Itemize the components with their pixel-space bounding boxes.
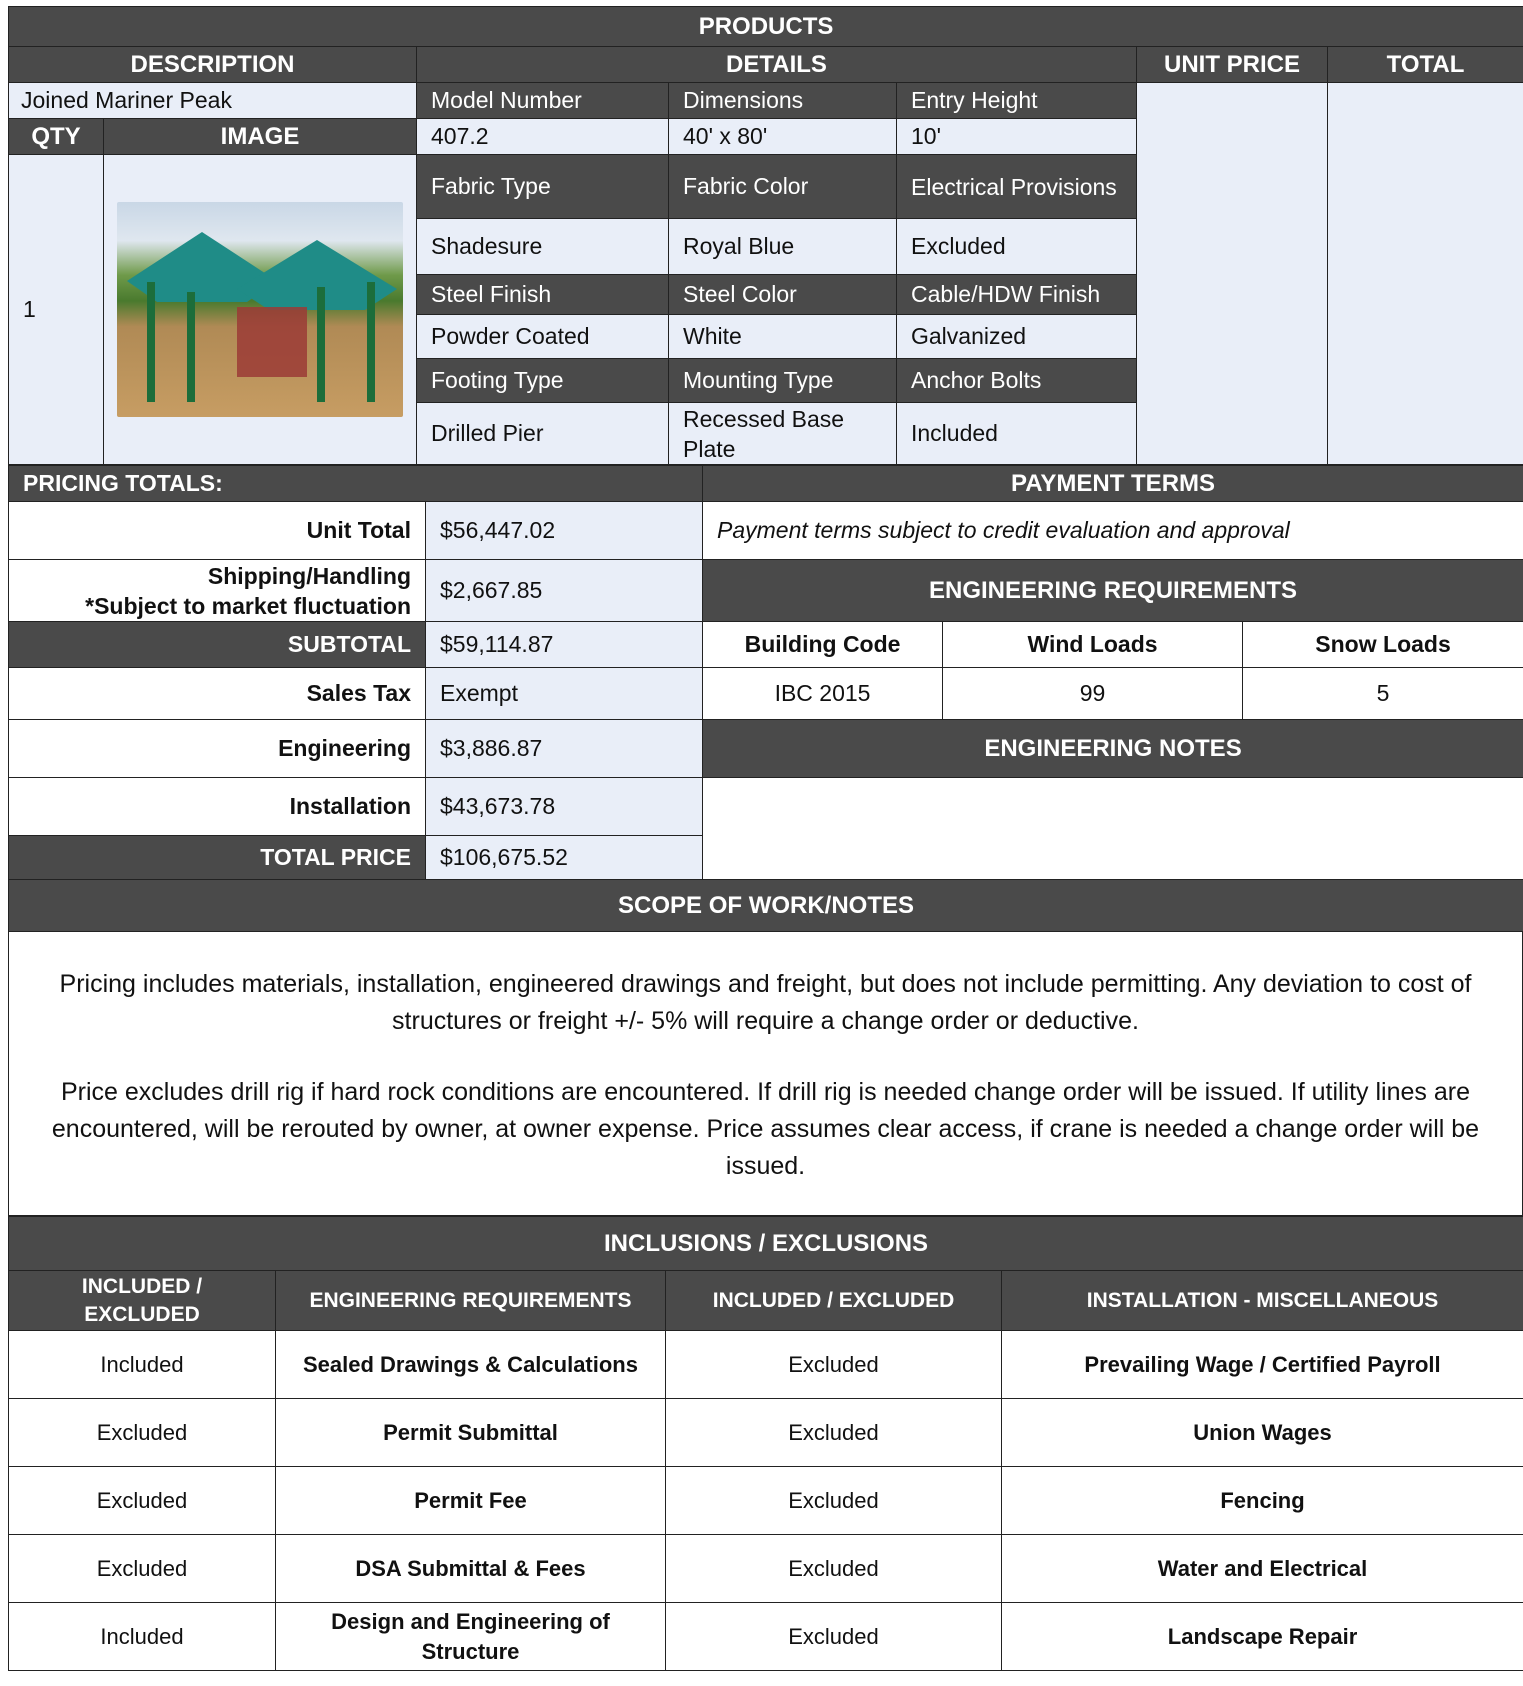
inclusion-status: Excluded xyxy=(9,1467,276,1535)
unit-price-header: UNIT PRICE xyxy=(1137,47,1328,83)
total-header: TOTAL xyxy=(1328,47,1523,83)
installation-item: Union Wages xyxy=(1002,1399,1523,1467)
sales-tax-value: Exempt xyxy=(426,668,703,720)
pricing-totals-header: PRICING TOTALS: xyxy=(9,466,703,502)
wind-loads-value: 99 xyxy=(943,668,1243,720)
unit-price-cell xyxy=(1137,83,1328,465)
details-header: DETAILS xyxy=(417,47,1137,83)
engineering-notes-header: ENGINEERING NOTES xyxy=(703,720,1523,778)
installation-value: $43,673.78 xyxy=(426,778,703,836)
total-price-value: $106,675.52 xyxy=(426,836,703,880)
product-name: Joined Mariner Peak xyxy=(9,83,417,119)
qty-header: QTY xyxy=(9,119,104,155)
inclusion-status: Excluded xyxy=(666,1535,1002,1603)
table-row xyxy=(9,1535,1523,1603)
inclusion-status: Excluded xyxy=(666,1603,1002,1671)
detail-value: Powder Coated xyxy=(417,315,669,359)
product-photo xyxy=(117,202,403,417)
inclusion-status: Excluded xyxy=(9,1535,276,1603)
engineering-item: DSA Submittal & Fees xyxy=(276,1535,666,1603)
engineering-requirements-col-header: ENGINEERING REQUIREMENTS xyxy=(276,1271,666,1331)
detail-label: Model Number xyxy=(417,83,669,119)
products-table xyxy=(8,6,1523,465)
installation-label: Installation xyxy=(9,778,426,836)
shipping-label-text: Shipping/Handling xyxy=(23,561,411,591)
detail-label: Footing Type xyxy=(417,359,669,403)
detail-label: Steel Color xyxy=(669,275,897,315)
detail-label: Electrical Provisions xyxy=(897,155,1137,219)
scope-notes xyxy=(8,932,1523,1216)
table-row xyxy=(9,1467,1523,1535)
snow-loads-label: Snow Loads xyxy=(1243,622,1523,668)
description-header: DESCRIPTION xyxy=(9,47,417,83)
detail-value: 407.2 xyxy=(417,119,669,155)
inclusions-table xyxy=(8,1216,1523,1671)
detail-label: Steel Finish xyxy=(417,275,669,315)
quote-document xyxy=(8,6,1523,1671)
building-code-value: IBC 2015 xyxy=(703,668,943,720)
detail-value: Royal Blue xyxy=(669,219,897,275)
inclusion-status: Excluded xyxy=(666,1467,1002,1535)
engineering-item: Design and Engineering of Structure xyxy=(276,1603,666,1671)
installation-item: Fencing xyxy=(1002,1467,1523,1535)
building-code-label: Building Code xyxy=(703,622,943,668)
engineering-notes-text xyxy=(703,778,1523,880)
scope-paragraph: Pricing includes materials, installation, engineered drawings and freight, but does not include permitting. Any deviation to cost of structures or freight +/- 5% will require a change order or deductive. xyxy=(27,966,1504,1040)
table-row xyxy=(9,1331,1523,1399)
scope-header: SCOPE OF WORK/NOTES xyxy=(9,880,1523,932)
inclusion-status: Excluded xyxy=(666,1399,1002,1467)
detail-value: Drilled Pier xyxy=(417,403,669,465)
inclusions-header: INCLUSIONS / EXCLUSIONS xyxy=(9,1217,1523,1271)
detail-value: Galvanized xyxy=(897,315,1137,359)
detail-value: 10' xyxy=(897,119,1137,155)
detail-label: Dimensions xyxy=(669,83,897,119)
detail-value: Included xyxy=(897,403,1137,465)
detail-value: White xyxy=(669,315,897,359)
engineering-value: $3,886.87 xyxy=(426,720,703,778)
installation-item: Water and Electrical xyxy=(1002,1535,1523,1603)
included-excluded-header: INCLUDED / EXCLUDED xyxy=(666,1271,1002,1331)
engineering-item: Permit Fee xyxy=(276,1467,666,1535)
engineering-requirements-header: ENGINEERING REQUIREMENTS xyxy=(703,560,1523,622)
detail-label: Fabric Type xyxy=(417,155,669,219)
scope-paragraph: Price excludes drill rig if hard rock conditions are encountered. If drill rig is needed change order will be issued. If utility lines are encountered, will be rerouted by owner, at owner expense. Price assumes clear access, if crane is needed a change order will be issued. xyxy=(27,1074,1504,1185)
detail-label: Anchor Bolts xyxy=(897,359,1137,403)
detail-label: Cable/HDW Finish xyxy=(897,275,1137,315)
included-excluded-header: INCLUDED / EXCLUDED xyxy=(9,1271,276,1331)
engineering-item: Sealed Drawings & Calculations xyxy=(276,1331,666,1399)
detail-value: Excluded xyxy=(897,219,1137,275)
engineering-label: Engineering xyxy=(9,720,426,778)
wind-loads-label: Wind Loads xyxy=(943,622,1243,668)
table-row xyxy=(9,1603,1523,1671)
installation-item: Prevailing Wage / Certified Payroll xyxy=(1002,1331,1523,1399)
payment-terms-text: Payment terms subject to credit evaluation and approval xyxy=(703,502,1523,560)
installation-misc-header: INSTALLATION - MISCELLANEOUS xyxy=(1002,1271,1523,1331)
inclusion-status: Excluded xyxy=(666,1331,1002,1399)
engineering-item: Permit Submittal xyxy=(276,1399,666,1467)
inclusion-status: Included xyxy=(9,1331,276,1399)
pricing-table xyxy=(8,465,1523,932)
sales-tax-label: Sales Tax xyxy=(9,668,426,720)
detail-label: Entry Height xyxy=(897,83,1137,119)
installation-item: Landscape Repair xyxy=(1002,1603,1523,1671)
shipping-note: *Subject to market fluctuation xyxy=(23,591,411,621)
inclusion-status: Excluded xyxy=(9,1399,276,1467)
shipping-value: $2,667.85 xyxy=(426,560,703,622)
subtotal-label: SUBTOTAL xyxy=(9,622,426,668)
image-header: IMAGE xyxy=(104,119,417,155)
subtotal-value: $59,114.87 xyxy=(426,622,703,668)
snow-loads-value: 5 xyxy=(1243,668,1523,720)
detail-value: 40' x 80' xyxy=(669,119,897,155)
detail-label: Fabric Color xyxy=(669,155,897,219)
total-price-label: TOTAL PRICE xyxy=(9,836,426,880)
qty-value: 1 xyxy=(9,155,104,465)
product-image-cell xyxy=(104,155,417,465)
total-cell xyxy=(1328,83,1523,465)
unit-total-label: Unit Total xyxy=(9,502,426,560)
detail-label: Mounting Type xyxy=(669,359,897,403)
detail-value: Recessed Base Plate xyxy=(669,403,897,465)
detail-value: Shadesure xyxy=(417,219,669,275)
table-row xyxy=(9,1399,1523,1467)
payment-terms-header: PAYMENT TERMS xyxy=(703,466,1523,502)
shipping-label xyxy=(9,560,426,622)
products-header: PRODUCTS xyxy=(9,7,1523,47)
unit-total-value: $56,447.02 xyxy=(426,502,703,560)
inclusion-status: Included xyxy=(9,1603,276,1671)
